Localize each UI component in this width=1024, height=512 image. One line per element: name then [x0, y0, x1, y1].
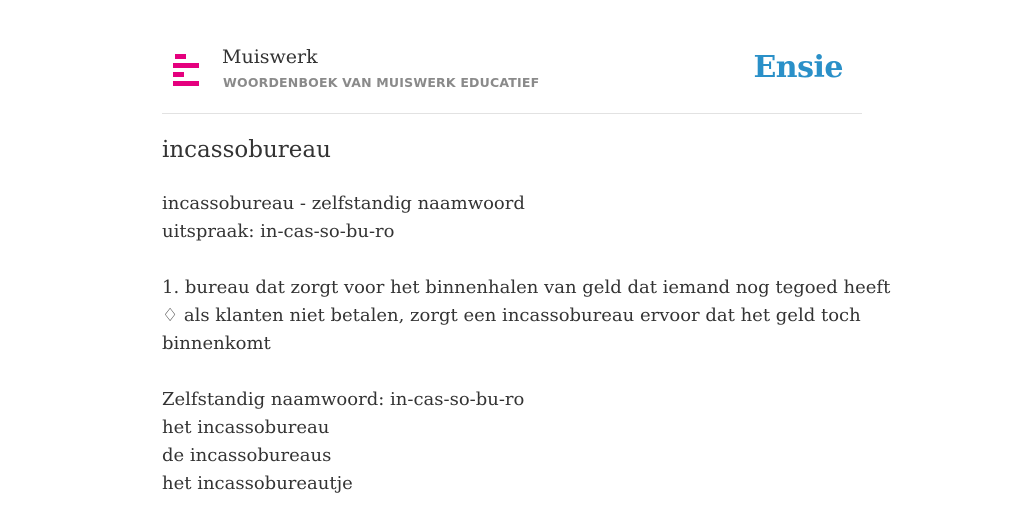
- muiswerk-logo-icon[interactable]: [173, 54, 199, 88]
- spacer: [162, 246, 862, 274]
- entry-form-singular: het incassobureau: [162, 417, 330, 438]
- ensie-logo[interactable]: Ensie: [753, 50, 843, 85]
- site-header: [162, 44, 862, 114]
- page-container: [162, 0, 891, 512]
- entry-headline: incassobureau - zelfstandig naamwoord: [162, 193, 525, 214]
- brand-name[interactable]: Muiswerk: [222, 46, 318, 68]
- spacer: [162, 358, 862, 386]
- entry-definition: 1. bureau dat zorgt voor het binnenhalen van geld dat iemand nog tegoed heeft: [162, 277, 891, 298]
- entry-example: ♢ als klanten niet betalen, zorgt een incassobureau ervoor dat het geld toch binnenkomt: [162, 305, 861, 354]
- entry-form-plural: de incassobureaus: [162, 445, 332, 466]
- entry-form-diminutive: het incassobureautje: [162, 473, 353, 494]
- brand-subtitle: WOORDENBOEK VAN MUISWERK EDUCATIEF: [223, 75, 540, 90]
- dictionary-entry: [162, 190, 891, 498]
- page-title: incassobureau: [162, 137, 331, 163]
- entry-pronunciation: uitspraak: in-cas-so-bu-ro: [162, 221, 395, 242]
- entry-grammar-heading: Zelfstandig naamwoord: in-cas-so-bu-ro: [162, 389, 525, 410]
